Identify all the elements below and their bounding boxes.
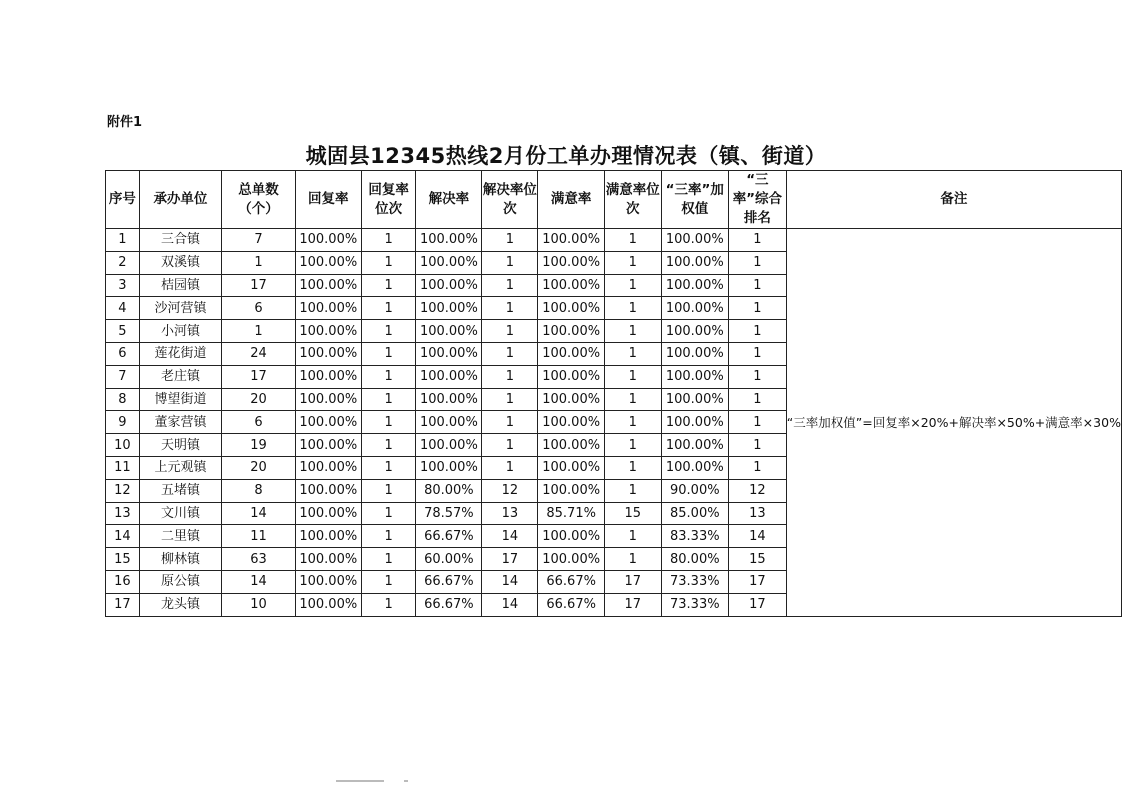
cell-resolve-rate: 100.00%	[416, 342, 482, 365]
cell-satisfaction-rate: 100.00%	[538, 365, 604, 388]
cell-reply-rank: 1	[361, 251, 416, 274]
cell-unit: 双溪镇	[139, 251, 221, 274]
cell-unit: 博望街道	[139, 388, 221, 411]
cell-reply-rank: 1	[361, 229, 416, 252]
cell-reply-rate: 100.00%	[295, 502, 361, 525]
cell-weighted-value: 85.00%	[661, 502, 728, 525]
cell-satisfaction-rank: 17	[604, 593, 661, 616]
cell-unit: 上元观镇	[139, 456, 221, 479]
cell-unit: 沙河营镇	[139, 297, 221, 320]
cell-overall-rank: 1	[729, 297, 787, 320]
cell-unit: 老庄镇	[139, 365, 221, 388]
cell-satisfaction-rate: 85.71%	[538, 502, 604, 525]
cell-overall-rank: 13	[729, 502, 787, 525]
cell-reply-rate: 100.00%	[295, 274, 361, 297]
cell-reply-rank: 1	[361, 297, 416, 320]
cell-total: 20	[222, 456, 296, 479]
cell-overall-rank: 1	[729, 251, 787, 274]
cell-weighted-value: 100.00%	[661, 297, 728, 320]
cell-reply-rank: 1	[361, 593, 416, 616]
header-seq: 序号	[106, 171, 140, 229]
cell-seq: 15	[106, 548, 140, 571]
cell-weighted-value: 100.00%	[661, 320, 728, 343]
cell-reply-rank: 1	[361, 274, 416, 297]
scan-mark	[336, 780, 384, 782]
cell-seq: 8	[106, 388, 140, 411]
cell-weighted-value: 73.33%	[661, 593, 728, 616]
cell-resolve-rate: 78.57%	[416, 502, 482, 525]
cell-resolve-rate: 80.00%	[416, 479, 482, 502]
scan-mark	[404, 780, 408, 782]
cell-reply-rate: 100.00%	[295, 251, 361, 274]
cell-weighted-value: 100.00%	[661, 251, 728, 274]
cell-resolve-rank: 1	[482, 434, 538, 457]
header-resolve-rank: 解决率位次	[482, 171, 538, 229]
cell-total: 24	[222, 342, 296, 365]
cell-seq: 1	[106, 229, 140, 252]
cell-unit: 董家营镇	[139, 411, 221, 434]
cell-resolve-rank: 1	[482, 456, 538, 479]
cell-reply-rank: 1	[361, 342, 416, 365]
cell-seq: 13	[106, 502, 140, 525]
cell-overall-rank: 1	[729, 411, 787, 434]
header-unit: 承办单位	[139, 171, 221, 229]
cell-seq: 14	[106, 525, 140, 548]
cell-resolve-rank: 1	[482, 251, 538, 274]
cell-overall-rank: 1	[729, 434, 787, 457]
cell-weighted-value: 100.00%	[661, 411, 728, 434]
cell-resolve-rank: 1	[482, 342, 538, 365]
cell-total: 6	[222, 297, 296, 320]
cell-resolve-rate: 100.00%	[416, 320, 482, 343]
header-reply-rank: 回复率位次	[361, 171, 416, 229]
header-overall-rank: “三率”综合排名	[729, 171, 787, 229]
cell-resolve-rank: 1	[482, 320, 538, 343]
cell-satisfaction-rank: 1	[604, 297, 661, 320]
cell-unit: 柳林镇	[139, 548, 221, 571]
cell-resolve-rate: 66.67%	[416, 570, 482, 593]
cell-overall-rank: 1	[729, 274, 787, 297]
cell-total: 1	[222, 251, 296, 274]
cell-total: 14	[222, 570, 296, 593]
cell-reply-rank: 1	[361, 388, 416, 411]
cell-satisfaction-rate: 66.67%	[538, 593, 604, 616]
cell-satisfaction-rank: 17	[604, 570, 661, 593]
work-order-table	[105, 170, 1122, 617]
cell-total: 7	[222, 229, 296, 252]
header-weighted-value: “三率”加权值	[661, 171, 728, 229]
cell-seq: 4	[106, 297, 140, 320]
cell-resolve-rank: 12	[482, 479, 538, 502]
cell-satisfaction-rank: 1	[604, 434, 661, 457]
cell-resolve-rank: 1	[482, 365, 538, 388]
cell-unit: 小河镇	[139, 320, 221, 343]
remark-cell: “三率加权值”=回复率×20%+解决率×50%+满意率×30%	[786, 229, 1121, 617]
header-reply-rate: 回复率	[295, 171, 361, 229]
cell-resolve-rate: 100.00%	[416, 365, 482, 388]
cell-satisfaction-rank: 1	[604, 479, 661, 502]
cell-satisfaction-rate: 100.00%	[538, 479, 604, 502]
header-row	[106, 171, 1122, 229]
cell-resolve-rank: 1	[482, 297, 538, 320]
cell-overall-rank: 1	[729, 456, 787, 479]
cell-resolve-rate: 100.00%	[416, 456, 482, 479]
cell-resolve-rank: 14	[482, 525, 538, 548]
cell-satisfaction-rate: 100.00%	[538, 388, 604, 411]
cell-resolve-rank: 14	[482, 570, 538, 593]
cell-overall-rank: 12	[729, 479, 787, 502]
cell-satisfaction-rate: 100.00%	[538, 274, 604, 297]
cell-satisfaction-rate: 100.00%	[538, 251, 604, 274]
table-body	[106, 229, 1122, 617]
cell-seq: 16	[106, 570, 140, 593]
cell-reply-rank: 1	[361, 434, 416, 457]
cell-reply-rank: 1	[361, 479, 416, 502]
cell-weighted-value: 80.00%	[661, 548, 728, 571]
cell-unit: 五堵镇	[139, 479, 221, 502]
cell-satisfaction-rank: 1	[604, 525, 661, 548]
attachment-label: 附件1	[107, 115, 143, 130]
cell-resolve-rate: 100.00%	[416, 411, 482, 434]
cell-weighted-value: 100.00%	[661, 388, 728, 411]
cell-satisfaction-rate: 100.00%	[538, 456, 604, 479]
cell-satisfaction-rank: 1	[604, 456, 661, 479]
cell-unit: 原公镇	[139, 570, 221, 593]
cell-satisfaction-rate: 100.00%	[538, 297, 604, 320]
header-satisfaction-rank: 满意率位次	[604, 171, 661, 229]
cell-overall-rank: 1	[729, 388, 787, 411]
cell-total: 19	[222, 434, 296, 457]
cell-unit: 桔园镇	[139, 274, 221, 297]
cell-weighted-value: 73.33%	[661, 570, 728, 593]
cell-resolve-rate: 100.00%	[416, 274, 482, 297]
cell-weighted-value: 100.00%	[661, 365, 728, 388]
cell-weighted-value: 90.00%	[661, 479, 728, 502]
cell-satisfaction-rank: 1	[604, 342, 661, 365]
cell-overall-rank: 17	[729, 570, 787, 593]
cell-resolve-rank: 1	[482, 229, 538, 252]
cell-overall-rank: 1	[729, 320, 787, 343]
cell-satisfaction-rate: 100.00%	[538, 342, 604, 365]
cell-satisfaction-rank: 1	[604, 251, 661, 274]
cell-weighted-value: 100.00%	[661, 229, 728, 252]
cell-unit: 莲花街道	[139, 342, 221, 365]
cell-reply-rate: 100.00%	[295, 365, 361, 388]
cell-resolve-rate: 100.00%	[416, 251, 482, 274]
cell-overall-rank: 1	[729, 365, 787, 388]
cell-seq: 10	[106, 434, 140, 457]
cell-resolve-rank: 13	[482, 502, 538, 525]
cell-satisfaction-rate: 100.00%	[538, 320, 604, 343]
cell-satisfaction-rate: 100.00%	[538, 434, 604, 457]
cell-reply-rank: 1	[361, 456, 416, 479]
cell-weighted-value: 100.00%	[661, 342, 728, 365]
cell-reply-rate: 100.00%	[295, 593, 361, 616]
cell-total: 10	[222, 593, 296, 616]
cell-total: 8	[222, 479, 296, 502]
cell-satisfaction-rate: 66.67%	[538, 570, 604, 593]
cell-total: 11	[222, 525, 296, 548]
cell-resolve-rate: 66.67%	[416, 525, 482, 548]
cell-seq: 2	[106, 251, 140, 274]
cell-weighted-value: 100.00%	[661, 456, 728, 479]
cell-unit: 三合镇	[139, 229, 221, 252]
cell-seq: 7	[106, 365, 140, 388]
cell-unit: 文川镇	[139, 502, 221, 525]
cell-reply-rate: 100.00%	[295, 342, 361, 365]
cell-total: 17	[222, 274, 296, 297]
cell-unit: 天明镇	[139, 434, 221, 457]
header-resolve-rate: 解决率	[416, 171, 482, 229]
cell-reply-rank: 1	[361, 548, 416, 571]
cell-resolve-rate: 100.00%	[416, 388, 482, 411]
cell-reply-rate: 100.00%	[295, 434, 361, 457]
cell-reply-rank: 1	[361, 320, 416, 343]
cell-unit: 龙头镇	[139, 593, 221, 616]
cell-overall-rank: 15	[729, 548, 787, 571]
cell-reply-rate: 100.00%	[295, 229, 361, 252]
cell-satisfaction-rank: 1	[604, 229, 661, 252]
cell-reply-rate: 100.00%	[295, 570, 361, 593]
cell-reply-rate: 100.00%	[295, 479, 361, 502]
cell-unit: 二里镇	[139, 525, 221, 548]
cell-total: 17	[222, 365, 296, 388]
cell-overall-rank: 14	[729, 525, 787, 548]
cell-reply-rate: 100.00%	[295, 411, 361, 434]
cell-reply-rate: 100.00%	[295, 388, 361, 411]
cell-seq: 5	[106, 320, 140, 343]
cell-satisfaction-rank: 1	[604, 548, 661, 571]
header-total: 总单数（个）	[222, 171, 296, 229]
page-title: 城固县12345热线2月份工单办理情况表（镇、街道）	[305, 144, 827, 168]
cell-reply-rank: 1	[361, 502, 416, 525]
header-remarks: 备注	[786, 171, 1121, 229]
cell-satisfaction-rate: 100.00%	[538, 411, 604, 434]
cell-resolve-rank: 17	[482, 548, 538, 571]
cell-weighted-value: 83.33%	[661, 525, 728, 548]
cell-weighted-value: 100.00%	[661, 274, 728, 297]
cell-reply-rate: 100.00%	[295, 297, 361, 320]
cell-total: 1	[222, 320, 296, 343]
cell-seq: 3	[106, 274, 140, 297]
cell-reply-rate: 100.00%	[295, 525, 361, 548]
cell-satisfaction-rate: 100.00%	[538, 229, 604, 252]
cell-reply-rank: 1	[361, 570, 416, 593]
cell-overall-rank: 1	[729, 229, 787, 252]
cell-seq: 17	[106, 593, 140, 616]
cell-total: 14	[222, 502, 296, 525]
cell-satisfaction-rank: 1	[604, 274, 661, 297]
cell-reply-rank: 1	[361, 525, 416, 548]
cell-weighted-value: 100.00%	[661, 434, 728, 457]
cell-total: 6	[222, 411, 296, 434]
cell-seq: 6	[106, 342, 140, 365]
cell-satisfaction-rank: 1	[604, 320, 661, 343]
cell-reply-rate: 100.00%	[295, 548, 361, 571]
cell-reply-rate: 100.00%	[295, 456, 361, 479]
cell-satisfaction-rank: 15	[604, 502, 661, 525]
cell-satisfaction-rate: 100.00%	[538, 548, 604, 571]
table-row	[106, 229, 1122, 252]
cell-overall-rank: 17	[729, 593, 787, 616]
cell-reply-rank: 1	[361, 365, 416, 388]
cell-resolve-rank: 1	[482, 411, 538, 434]
cell-satisfaction-rate: 100.00%	[538, 525, 604, 548]
cell-seq: 9	[106, 411, 140, 434]
cell-resolve-rate: 100.00%	[416, 229, 482, 252]
cell-overall-rank: 1	[729, 342, 787, 365]
cell-satisfaction-rank: 1	[604, 411, 661, 434]
cell-resolve-rank: 1	[482, 388, 538, 411]
header-satisfaction-rate: 满意率	[538, 171, 604, 229]
cell-resolve-rate: 100.00%	[416, 434, 482, 457]
cell-resolve-rank: 1	[482, 274, 538, 297]
cell-total: 20	[222, 388, 296, 411]
cell-reply-rank: 1	[361, 411, 416, 434]
cell-satisfaction-rank: 1	[604, 365, 661, 388]
cell-reply-rate: 100.00%	[295, 320, 361, 343]
cell-seq: 11	[106, 456, 140, 479]
cell-resolve-rate: 100.00%	[416, 297, 482, 320]
cell-satisfaction-rank: 1	[604, 388, 661, 411]
cell-resolve-rate: 66.67%	[416, 593, 482, 616]
cell-resolve-rank: 14	[482, 593, 538, 616]
cell-resolve-rate: 60.00%	[416, 548, 482, 571]
cell-seq: 12	[106, 479, 140, 502]
cell-total: 63	[222, 548, 296, 571]
